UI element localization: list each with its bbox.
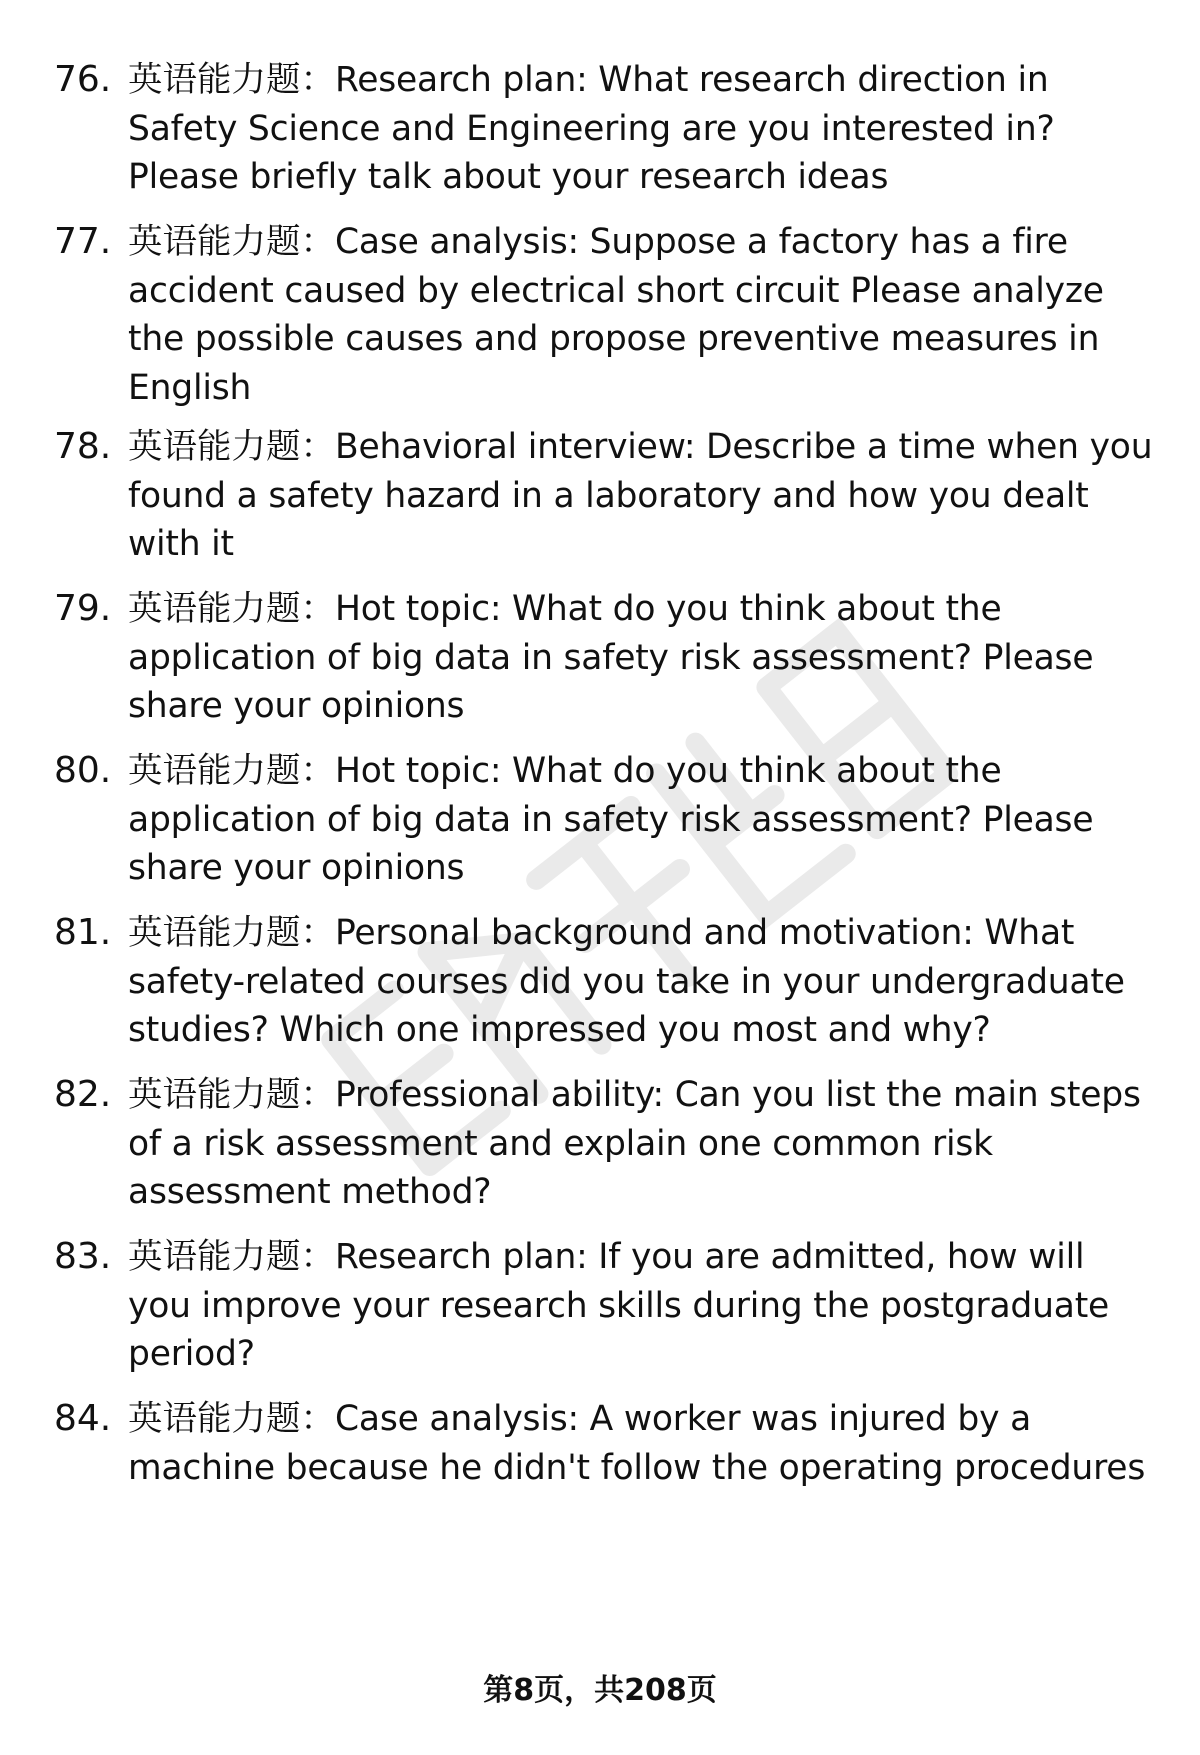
question-text-block <box>128 585 1153 731</box>
question-text: Personal background and motivation: What safety-related courses did you take in your undergraduate studies? Which one impressed you most and why? <box>128 913 1125 1050</box>
page-number: 第8页，共208页 <box>483 1673 717 1708</box>
question-text-block <box>128 1071 1153 1217</box>
question-text-block <box>128 423 1153 569</box>
question-number: 84. <box>54 1398 112 1439</box>
question-text: Case analysis: Suppose a factory has a fire accident caused by electrical short circuit Please analyze the possible causes and propose preventive measures in English <box>128 222 1104 408</box>
question-text: Research plan: If you are admitted, how will you improve your research skills during the postgraduate period? <box>128 1237 1110 1374</box>
question-category: 英语能力题： <box>128 913 335 953</box>
question-text-block <box>128 1395 1153 1492</box>
question-number: 80. <box>54 750 112 791</box>
question-category: 英语能力题： <box>128 1075 335 1115</box>
question-text: Behavioral interview: Describe a time when you found a safety hazard in a laboratory and how you dealt with it <box>128 427 1153 564</box>
question-number: 79. <box>54 588 112 629</box>
question-number: 82. <box>54 1074 112 1115</box>
question-text: Hot topic: What do you think about the application of big data in safety risk assessment? Please share your opinions <box>128 751 1094 888</box>
question-text: Research plan: What research direction in Safety Science and Engineering are you interested in? Please briefly talk about your research ideas <box>128 60 1055 197</box>
question-number: 78. <box>54 426 112 467</box>
question-text-block <box>128 218 1153 412</box>
question-text-block <box>128 747 1153 893</box>
question-text: Hot topic: What do you think about the application of big data in safety risk assessment? Please share your opinions <box>128 589 1094 726</box>
question-category: 英语能力题： <box>128 222 335 262</box>
question-category: 英语能力题： <box>128 589 335 629</box>
question-category: 英语能力题： <box>128 1399 335 1439</box>
question-category: 英语能力题： <box>128 751 335 791</box>
question-text-block <box>128 56 1153 202</box>
question-text-block <box>128 909 1153 1055</box>
question-number: 83. <box>54 1236 112 1277</box>
question-number: 81. <box>54 912 112 953</box>
question-category: 英语能力题： <box>128 427 335 467</box>
question-text: Case analysis: A worker was injured by a machine because he didn't follow the operating procedures <box>128 1399 1146 1488</box>
question-number: 76. <box>54 59 112 100</box>
question-category: 英语能力题： <box>128 60 335 100</box>
question-text-block <box>128 1233 1153 1379</box>
question-text: Professional ability: Can you list the main steps of a risk assessment and explain one common risk assessment method? <box>128 1075 1141 1212</box>
question-category: 英语能力题： <box>128 1237 335 1277</box>
question-number: 77. <box>54 221 112 262</box>
